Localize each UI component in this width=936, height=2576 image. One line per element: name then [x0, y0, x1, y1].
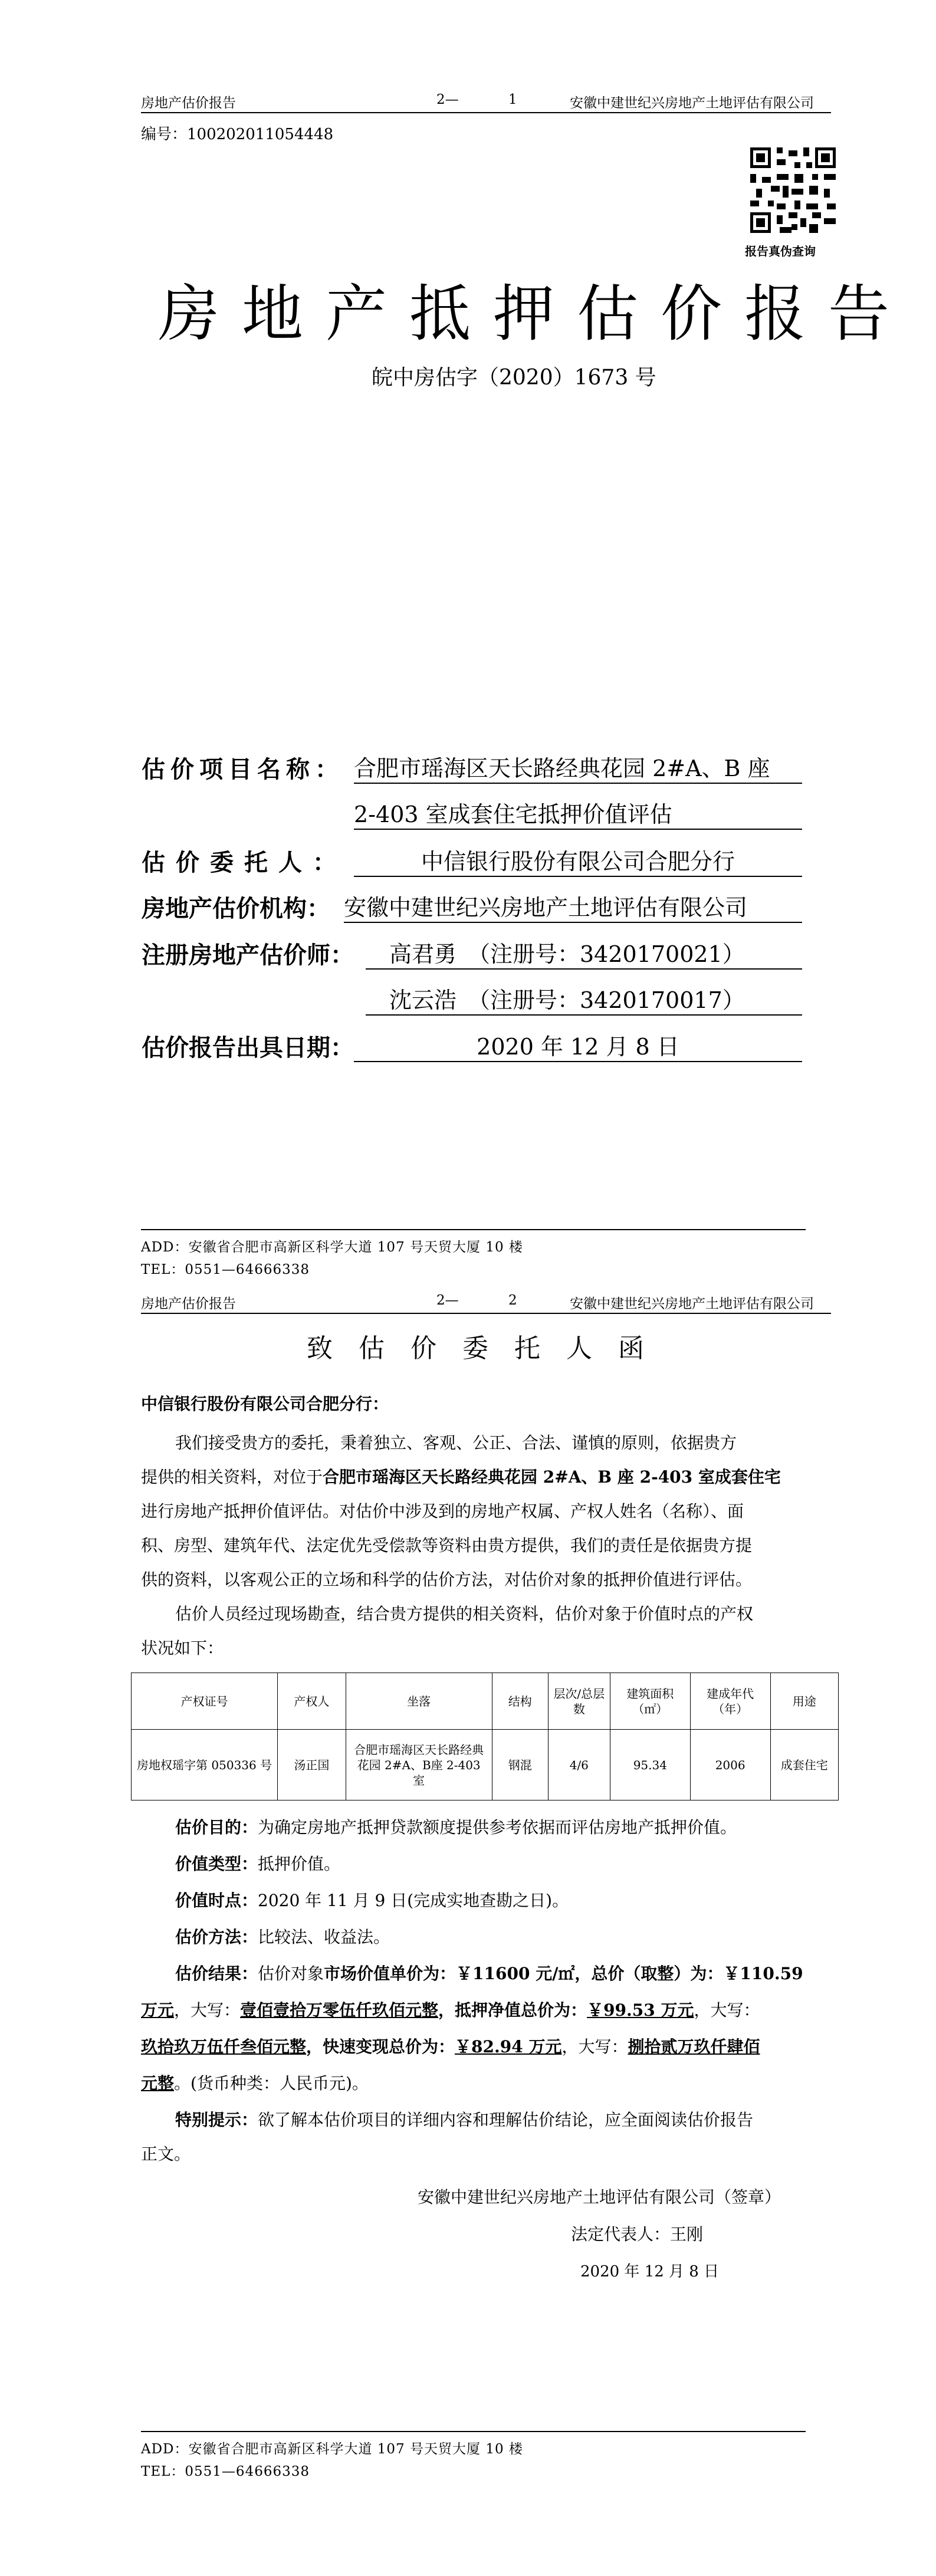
header-rule [141, 1313, 831, 1314]
col-header: 层次/总层数 [548, 1673, 610, 1730]
col-header: 建筑面积（㎡） [610, 1673, 690, 1730]
table-cell: 95.34 [610, 1730, 690, 1800]
footer-rule [141, 2431, 806, 2432]
header-left: 房地产估价报告 [141, 96, 236, 111]
header-page-prefix: 2— [436, 92, 459, 107]
result-line3: 玖拾玖万伍仟叁佰元整，快速变现总价为：￥82.94 万元，大写：捌拾贰万玖仟肆佰 [141, 2037, 760, 2056]
table-cell: 合肥市瑶海区天长路经典花园 2#A、B座 2-403 室 [346, 1730, 492, 1800]
purpose-line: 估价目的：为确定房地产抵押贷款额度提供参考依据而评估房地产抵押价值。 [175, 1818, 737, 1837]
agency-value: 安徽中建世纪兴房地产土地评估有限公司 [344, 889, 802, 923]
table-cell: 成套住宅 [770, 1730, 838, 1800]
appraiser-label: 注册房地产估价师： [142, 941, 354, 969]
property-table [131, 1673, 839, 1800]
col-header: 产权证号 [132, 1673, 278, 1730]
footer-tel: TEL：0551—64666338 [141, 1262, 310, 1277]
footer-rule [141, 1229, 806, 1230]
header-page-number: 1 [508, 92, 517, 107]
col-header: 坐落 [346, 1673, 492, 1730]
col-header: 用途 [770, 1673, 838, 1730]
tip-line2: 正文。 [141, 2144, 191, 2164]
report-number: 皖中房估字（2020）1673 号 [372, 366, 656, 390]
para1-line5: 供的资料，以客观公正的立场和科学的估价方法，对估价对象的抵押价值进行评估。 [141, 1570, 753, 1589]
header-right: 安徽中建世纪兴房地产土地评估有限公司 [570, 1296, 814, 1312]
qr-caption: 报告真伪查询 [745, 244, 816, 258]
method-line: 估价方法：比较法、收益法。 [175, 1927, 390, 1947]
header-page-prefix: 2— [436, 1293, 459, 1308]
footer-address: ADD：安徽省合肥市高新区科学大道 107 号天贸大厦 10 楼 [141, 2442, 523, 2457]
property-address: 合肥市瑶海区天长路经典花园 2#A、B 座 2-403 室成套住宅 [323, 1467, 781, 1487]
agency-label: 房地产估价机构： [142, 895, 330, 922]
signature-company: 安徽中建世纪兴房地产土地评估有限公司（签章） [418, 2187, 781, 2207]
para1-line4: 积、房型、建筑年代、法定优先受偿款等资料由贵方提供，我们的责任是依据贵方提 [141, 1536, 753, 1555]
footer-address: ADD：安徽省合肥市高新区科学大道 107 号天贸大厦 10 楼 [141, 1240, 523, 1255]
footer-tel: TEL：0551—64666338 [141, 2464, 310, 2479]
appraiser-2: 沈云浩 （注册号：3420170017） [366, 982, 802, 1016]
legal-representative: 法定代表人：王刚 [571, 2225, 704, 2244]
report-title: 房地产抵押估价报告 [158, 278, 912, 350]
client-value: 中信银行股份有限公司合肥分行 [354, 843, 802, 877]
addressee: 中信银行股份有限公司合肥分行： [141, 1394, 389, 1414]
serial-number: 编号：100202011054448 [141, 126, 334, 143]
table-cell: 4/6 [548, 1730, 610, 1800]
header-page-number: 2 [508, 1293, 517, 1308]
para2-line2: 状况如下： [141, 1638, 224, 1658]
qr-code-icon [750, 147, 836, 233]
table-cell: 钢混 [492, 1730, 548, 1800]
para1-line3: 进行房地产抵押价值评估。对估价中涉及到的房地产权属、产权人姓名（名称）、面 [141, 1501, 744, 1521]
project-label: 估价项目名称： [142, 755, 344, 783]
para1-line2: 提供的相关资料，对位于合肥市瑶海区天长路经典花园 2#A、B 座 2-403 室成套住宅 [141, 1467, 781, 1487]
value-time-line: 价值时点：2020 年 11 月 9 日(完成实地查勘之日)。 [175, 1891, 569, 1910]
appraiser-1: 高君勇 （注册号：3420170021） [366, 936, 802, 970]
table-row [132, 1730, 839, 1800]
header-right: 安徽中建世纪兴房地产土地评估有限公司 [570, 96, 814, 111]
para2-line1: 估价人员经过现场勘查，结合贵方提供的相关资料，估价对象于价值时点的产权 [175, 1604, 754, 1624]
tip-line1: 特别提示：欲了解本估价项目的详细内容和理解估价结论，应全面阅读估价报告 [175, 2110, 754, 2130]
project-value-line2: 2-403 室成套住宅抵押价值评估 [354, 796, 802, 830]
date-label: 估价报告出具日期： [142, 1034, 354, 1062]
result-line1: 估价结果：估价对象市场价值单价为：￥11600 元/㎡，总价（取整）为：￥110.59 [175, 1964, 803, 1983]
project-value-line1: 合肥市瑶海区天长路经典花园 2#A、B 座 [354, 750, 802, 784]
para1-line1: 我们接受贵方的委托，秉着独立、客观、公正、合法、谨慎的原则，依据贵方 [175, 1433, 737, 1453]
result-line4: 元整。(货币种类：人民币元)。 [141, 2074, 369, 2093]
date-value: 2020 年 12 月 8 日 [354, 1029, 802, 1062]
col-header: 结构 [492, 1673, 548, 1730]
client-label: 估价委托人： [142, 849, 347, 876]
header-rule [141, 112, 831, 113]
table-cell: 2006 [690, 1730, 770, 1800]
table-cell: 汤正国 [278, 1730, 346, 1800]
header-left: 房地产估价报告 [141, 1296, 236, 1312]
signature-date: 2020 年 12 月 8 日 [580, 2263, 720, 2281]
letter-title: 致估价委托人函 [307, 1333, 670, 1363]
table-header-row [132, 1673, 839, 1730]
col-header: 产权人 [278, 1673, 346, 1730]
result-line2: 万元，大写：壹佰壹拾万零伍仟玖佰元整，抵押净值总价为：￥99.53 万元，大写： [141, 2000, 760, 2020]
value-type-line: 价值类型：抵押价值。 [175, 1854, 341, 1874]
col-header: 建成年代（年） [690, 1673, 770, 1730]
table-cell: 房地权瑶字第 050336 号 [132, 1730, 278, 1800]
